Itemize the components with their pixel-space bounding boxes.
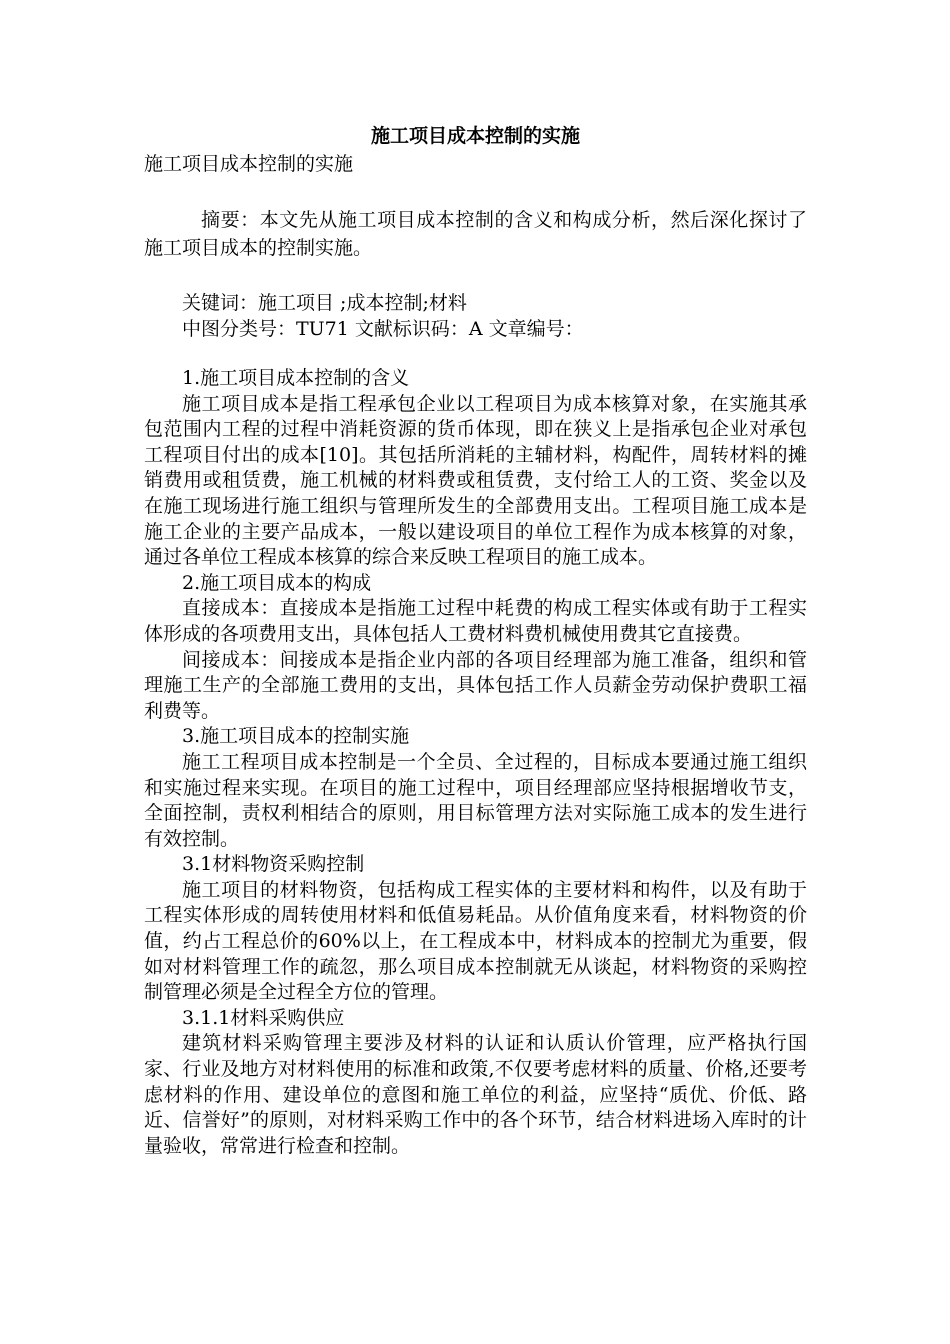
section-heading: 1.施工项目成本控制的含义: [182, 367, 410, 389]
spacer: [144, 178, 807, 206]
section-heading: 2.施工项目成本的构成: [182, 571, 372, 594]
document-subtitle: 施工项目成本控制的实施: [144, 153, 354, 175]
keywords: 关键词：施工项目 ;成本控制;材料: [182, 292, 467, 314]
body-paragraph: 施工工程项目成本控制是一个全员、全过程的，目标成本要通过施工组织和实施过程来实现。在项目的施工过程中，项目经理部应坚持根据增收节支，全面控制，责权利相结合的原则，用目标管理方法对实际施工成本的发生进行有效控制。: [144, 750, 807, 850]
body-paragraph: 施工项目成本是指工程承包企业以工程项目为成本核算对象，在实施其承包范围内工程的过程中消耗资源的货币体现，即在狭义上是指承包企业对承包工程项目付出的成本[10]。其包括所消耗的主辅材料，构配件，周转材料的摊销费用或租赁费，施工机械的材料费或租赁费，支付给工人的工资、奖金以及在施工现场进行施工组织与管理所发生的全部费用支出。工程项目施工成本是施工企业的主要产品成本，一般以建设项目的单位工程作为成本核算的对象，通过各单位工程成本核算的综合来反映工程项目的施工成本。: [144, 392, 807, 569]
spacer: [144, 342, 807, 366]
spacer: [144, 262, 807, 290]
abstract: 摘要：本文先从施工项目成本控制的含义和构成分析，然后深化探讨了施工项目成本的控制实施。: [144, 209, 807, 259]
body-paragraph: 建筑材料采购管理主要涉及材料的认证和认质认价管理，应严格执行国家、行业及地方对材料使用的标准和政策,不仅要考虑材料的质量、价格,还要考虑材料的作用、建设单位的意图和施工单位的利益，应坚持“质优、价低、路近、信誉好”的原则，对材料采购工作中的各个环节，结合材料进场入库时的计量验收，常常进行检查和控制。: [144, 1032, 807, 1157]
body-paragraph: 间接成本：间接成本是指企业内部的各项目经理部为施工准备，组织和管理施工生产的全部施工费用的支出，具体包括工作人员薪金劳动保护费职工福利费等。: [144, 648, 807, 722]
body-paragraph: 施工项目的材料物资，包括构成工程实体的主要材料和构件，以及有助于工程实体形成的周转使用材料和低值易耗品。从价值角度来看，材料物资的价值，约占工程总价的60%以上，在工程成本中，材料成本的控制尤为重要，假如对材料管理工作的疏忽，那么项目成本控制就无从谈起，材料物资的采购控制管理必须是全过程全方位的管理。: [144, 878, 807, 1004]
section-heading: 3.1材料物资采购控制: [182, 853, 365, 876]
section-heading: 3.1.1材料采购供应: [182, 1006, 345, 1029]
body-paragraph: 直接成本：直接成本是指施工过程中耗费的构成工程实体或有助于工程实体形成的各项费用支出，具体包括人工费材料费机械使用费其它直接费。: [144, 597, 807, 645]
classification: 中图分类号：TU71 文献标识码：A 文章编号：: [182, 318, 584, 340]
section-heading: 3.施工项目成本的控制实施: [182, 725, 410, 748]
document-page: [144, 122, 807, 1159]
document-title: 施工项目成本控制的实施: [370, 125, 580, 147]
